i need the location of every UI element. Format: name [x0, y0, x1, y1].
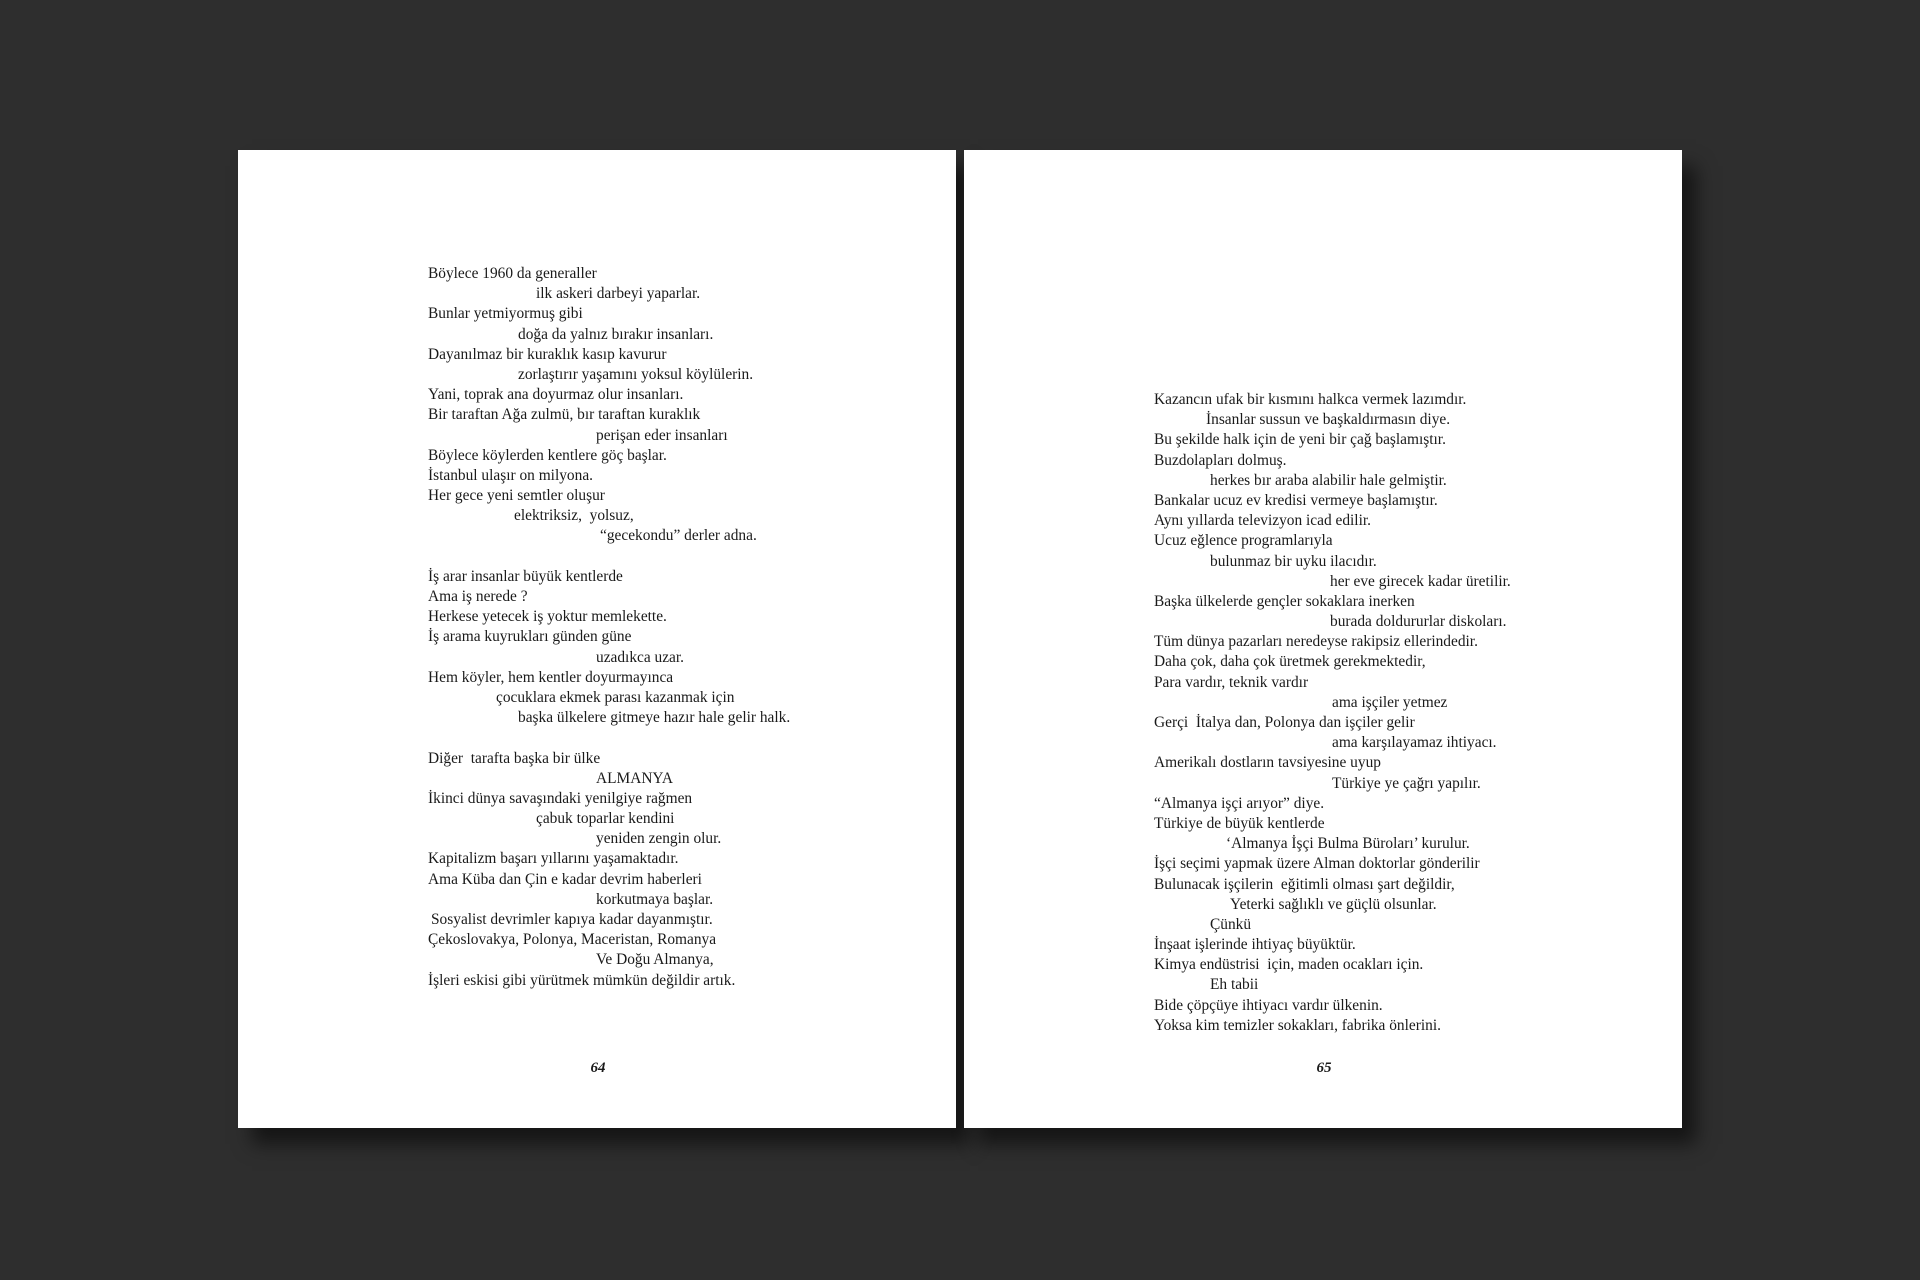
- stanza-break: [428, 547, 790, 567]
- verse-line: Türkiye de büyük kentlerde: [1154, 814, 1325, 832]
- verse-line: İnsanlar sussun ve başkaldırmasın diye.: [1206, 411, 1451, 429]
- left-page-text: [428, 264, 790, 991]
- verse-line: Ama Küba dan Çin e kadar devrim haberleri: [428, 870, 702, 888]
- verse-line: İş arama kuyrukları günden güne: [428, 628, 632, 646]
- verse-line: ama işçiler yetmez: [1332, 693, 1448, 711]
- verse-line: Her gece yeni semtler oluşur: [428, 487, 605, 505]
- left-page-number: 64: [590, 1060, 606, 1076]
- verse-line: perişan eder insanları: [596, 426, 728, 444]
- verse-line: Ama iş nerede ?: [428, 588, 528, 605]
- verse-line: Bankalar ucuz ev kredisi vermeye başlamıştır.: [1154, 491, 1438, 509]
- verse-line: uzadıkca uzar.: [596, 648, 685, 666]
- verse-line: Çünkü: [1210, 915, 1252, 933]
- verse-line: “gecekondu” derler adna.: [600, 527, 757, 545]
- verse-line: Diğer tarafta başka bir ülke: [428, 749, 601, 767]
- verse-line: Buzdolapları dolmuş.: [1154, 451, 1287, 469]
- verse-line: her eve girecek kadar üretilir.: [1330, 572, 1511, 590]
- verse-line: Bunlar yetmiyormuş gibi: [428, 305, 583, 323]
- verse-line: Daha çok, daha çok üretmek gerekmektedir,: [1154, 653, 1426, 671]
- verse-line: Dayanılmaz bir kuraklık kasıp kavurur: [428, 345, 667, 363]
- verse-line: bulunmaz bir uyku ilacıdır.: [1210, 552, 1377, 570]
- right-page-number: 65: [1316, 1060, 1332, 1076]
- verse-line: burada doldururlar diskoları.: [1330, 613, 1507, 631]
- verse-line: Bide çöpçüye ihtiyacı vardır ülkenin.: [1154, 996, 1383, 1014]
- verse-line: Bulunacak işçilerin eğitimli olması şart değildir,: [1154, 875, 1455, 893]
- right-page-text: [1154, 390, 1511, 1036]
- right-page: [964, 150, 1682, 1128]
- verse-line: Türkiye ye çağrı yapılır.: [1332, 774, 1481, 792]
- verse-line: Gerçi İtalya dan, Polonya dan işçiler gelir: [1154, 714, 1415, 731]
- verse-line: çabuk toparlar kendini: [536, 810, 675, 828]
- verse-line: İstanbul ulaşır on milyona.: [428, 466, 593, 484]
- verse-line: Başka ülkelerde gençler sokaklara inerken: [1154, 592, 1415, 610]
- verse-line: başka ülkelere gitmeye hazır hale gelir halk.: [518, 709, 791, 727]
- verse-line: Ucuz eğlence programlarıyla: [1154, 532, 1333, 550]
- verse-line: zorlaştırır yaşamını yoksul köylülerin.: [518, 365, 754, 383]
- verse-line: Bir taraftan Ağa zulmü, bır taraftan kuraklık: [428, 406, 701, 424]
- verse-line: Hem köyler, hem kentler doyurmayınca: [428, 668, 674, 686]
- verse-line: İşçi seçimi yapmak üzere Alman doktorlar gönderilir: [1154, 855, 1480, 873]
- verse-line: Yeterki sağlıklı ve güçlü olsunlar.: [1230, 895, 1437, 913]
- verse-line: yeniden zengin olur.: [596, 830, 722, 848]
- verse-line: doğa da yalnız bırakır insanları.: [518, 325, 714, 343]
- verse-line: İnşaat işlerinde ihtiyaç büyüktür.: [1154, 936, 1356, 954]
- verse-line: ilk askeri darbeyi yaparlar.: [536, 285, 701, 303]
- verse-line: Yani, toprak ana doyurmaz olur insanları.: [428, 386, 684, 404]
- verse-line: elektriksiz, yolsuz,: [514, 507, 634, 525]
- left-page: [238, 150, 956, 1128]
- verse-line: Aynı yıllarda televizyon icad edilir.: [1154, 512, 1371, 530]
- verse-line: ALMANYA: [596, 769, 673, 787]
- verse-line: çocuklara ekmek parası kazanmak için: [496, 688, 735, 706]
- verse-line: “Almanya işçi arıyor” diye.: [1154, 794, 1325, 812]
- verse-line: Böylece 1960 da generaller: [428, 265, 597, 282]
- verse-line: İkinci dünya savaşındaki yenilgiye rağmen: [428, 789, 693, 807]
- verse-line: Sosyalist devrimler kapıya kadar dayanmıştır.: [431, 911, 713, 928]
- verse-line: Yoksa kim temizler sokakları, fabrika önlerini.: [1154, 1016, 1441, 1034]
- verse-line: Kimya endüstrisi için, maden ocakları için.: [1154, 956, 1424, 974]
- verse-line: Herkese yetecek iş yoktur memlekette.: [428, 608, 667, 626]
- verse-line: Amerikalı dostların tavsiyesine uyup: [1154, 754, 1381, 772]
- verse-line: Ve Doğu Almanya,: [596, 951, 714, 969]
- verse-line: Çekoslovakya, Polonya, Maceristan, Romanya: [428, 931, 717, 949]
- verse-line: İş arar insanlar büyük kentlerde: [428, 567, 623, 585]
- verse-line: Eh tabii: [1210, 976, 1259, 994]
- stanza-break: [428, 728, 790, 748]
- verse-line: herkes bır araba alabilir hale gelmiştir.: [1210, 471, 1447, 489]
- verse-line: Böylece köylerden kentlere göç başlar.: [428, 446, 667, 464]
- verse-line: Kapitalizm başarı yıllarını yaşamaktadır.: [428, 850, 679, 868]
- verse-line: Bu şekilde halk için de yeni bir çağ başlamıştır.: [1154, 431, 1446, 449]
- verse-line: Kazancın ufak bir kısmını halkca vermek lazımdır.: [1154, 391, 1467, 408]
- verse-line: korkutmaya başlar.: [596, 890, 714, 908]
- verse-line: Tüm dünya pazarları neredeyse rakipsiz ellerindedir.: [1154, 633, 1478, 651]
- verse-line: İşleri eskisi gibi yürütmek mümkün değildir artık.: [428, 971, 736, 989]
- verse-line: ‘Almanya İşçi Bulma Büroları’ kurulur.: [1226, 835, 1470, 853]
- verse-line: Para vardır, teknik vardır: [1154, 673, 1309, 691]
- verse-line: ama karşılayamaz ihtiyacı.: [1332, 734, 1497, 752]
